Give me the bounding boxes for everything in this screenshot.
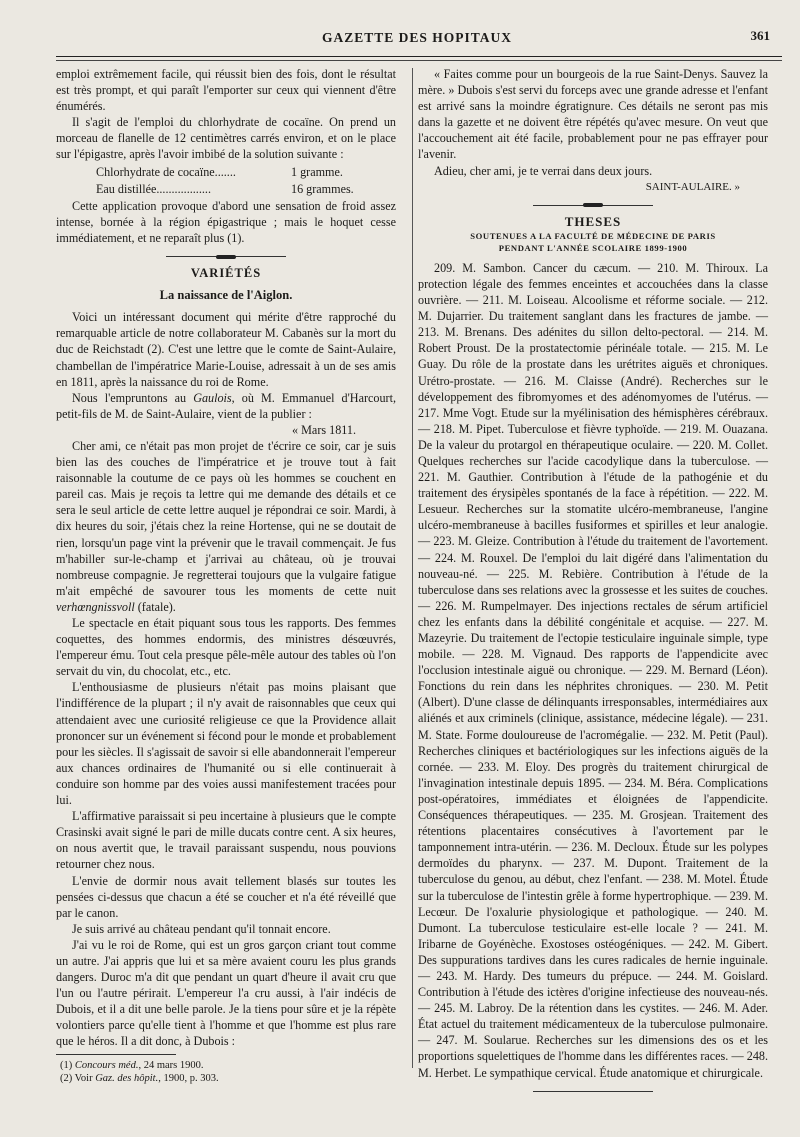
formula-quantity: 1 gramme.	[291, 164, 343, 179]
footnote-rule	[56, 1054, 176, 1055]
paragraph: Voici un intéressant document qui mérite d'être rapproché du remarquable article de notre collaborateur M. Cabanès sur la mort du duc de Reichstadt (2). C'est une lettre que le comte de Saint-Aulaire, chambellan de l'impératrice Marie-Louise, adressait à un de ses amis en 1811, après la naissance du roi de Rome.	[56, 310, 396, 389]
formula-ingredient: Eau distillée..................	[96, 181, 211, 196]
paragraph: Le spectacle en était piquant sous tous les rapports. Des femmes coquettes, des hommes endormis, des ministres désœuvrés, l'empereur ému. Tout cela presque pêle-mêle autour des tables où l'on servait du vin, du chocolat, etc., etc.	[56, 616, 396, 679]
end-rule	[533, 1091, 653, 1092]
column-divider	[412, 68, 413, 1068]
text-run: Cher ami, ce n'était pas mon projet de t'écrire ce soir, car je suis bien las des couches de l'impératrice et je trouve tout à fait raisonnable la coutume de ce pays où les hommes se couchent en pareil cas. Mais je reçois ta lettre qui me demande des détails et ce sera le seul article de cette lettre auquel je répondrai ce soir. Mardi, à dix heures du soir, j'étais chez la reine Hortense, qui ne se doutait de rien, lorsqu'un page vint la prévenir que le travail commençait. Je fus m'habiller sur-le-champ et j'arrivai au château, où je trouvai nombreuse compagnie. Je regretterai toujours que la vulgaire fatigue m'ait empêché de savourer tous les moments de cette nuit	[56, 438, 396, 598]
signature: SAINT-AULAIRE. »	[645, 180, 740, 193]
section-subheading: PENDANT L'ANNÉE SCOLAIRE 1899-1900	[498, 242, 688, 253]
paragraph: « Faites comme pour un bourgeois de la rue Saint-Denys. Sauvez la mère. » Dubois s'est servi du forceps avec une grande adresse et l'enfant est arrivé sans la moindre égratignure. Ces détails ne seront pas mis dans la gazette et ne doivent être répétés qu'avec mesure. On veut que l'accouchement ait été facile, probablement pour ne pas effrayer pour l'avenir.	[418, 67, 768, 162]
header-rule-thin	[56, 60, 782, 61]
paragraph: L'affirmative paraissait si peu incertaine à plusieurs que le compte Crasinski avait signé le pari de mille ducats contre cent. A six heures, on nous avertit que, le travail paraissant suspendu, nous pouvions retourner chez nous.	[56, 809, 396, 872]
page-header	[56, 28, 778, 50]
paragraph: Je suis arrivé au château pendant qu'il tonnait encore.	[72, 921, 331, 936]
section-heading: THESES	[564, 213, 622, 229]
letter-date: « Mars 1811.	[292, 422, 356, 437]
formula-ingredient: Chlorhydrate de cocaïne.......	[96, 164, 236, 179]
journal-title: GAZETTE DES HOPITAUX	[321, 30, 513, 45]
text-run: , où M. Emmanuel d'Harcourt, petit-fils de M. de Saint-Aulaire, vient de la publier :	[56, 390, 396, 421]
text-run: Nous l'empruntons au	[72, 390, 187, 405]
ornamental-divider	[56, 256, 396, 257]
newspaper-name: Gaulois	[193, 390, 232, 405]
footnote: (2) Voir Gaz. des hôpit., 1900, p. 303.	[60, 1072, 219, 1084]
paragraph: L'enthousiasme de plusieurs n'était pas moins plaisant que l'indifférence de la plupart ; il n'y avait de raisonnables que ceux qui attendaient avec une curiosité religieuse ce que la Providence allait prononcer sur un événement si fécond pour le monde et probablement pour les siècles. Il s'agissait de savoir si elle abandonnerait l'empereur aux chances ordinaires de l'humanité ou si elle continuerait à conduire son homme par des voies aussi manifestement tracées pour lui.	[56, 680, 396, 808]
theses-list: 209. M. Sambon. Cancer du cæcum. — 210. M. Thiroux. La protection légale des femmes enceintes et accouchées dans la classe ouvrière. — 211. M. Loiseau. Alcoolisme et réforme sociale. — 212. M. Dujarrier. Du traitement sanglant dans les fractures de jambe. — 213. M. Brenans. Des adénites du sillon delto-pectoral. — 214. M. Robert Proust. De la prostatectomie périnéale totale. — 215. M. Le Guay. Du rôle de la prostate dans les urétrites aiguës et chroniques. Urétro-prostate. — 216. M. Claisse (André). Recherches sur le développement des fibromyomes et des adénomyomes de l'utérus. — 217. Mme Vogt. Etude sur la myélinisation des hémisphères cérébraux. — 218. M. Pipet. Tuberculose et fièvre typhoïde. — 219. M. Ouazana. De la valeur du protargol en thérapeutique oculaire. — 220. M. Collet. Quelques recherches sur l'acide cacodylique dans la tuberculose. — 221. M. Gauthier. Contribution à l'étude de la pathogénie et du traitement des érysipèles spontanés de la face à répétition. — 222. M. Lesueur. Recherches sur la stomatite ulcéro-membraneuse, l'angine ulcéro-membraneuse à bacilles fusiformes et spirilles et leur analogie. — 223. M. Gleize. Contribution à l'étude du traitement de l'avortement. — 224. M. Rouxel. De l'emploi du lait digéré dans l'alimentation du nouveau-né. — 225. M. Rebière. Contribution à l'étude de la tuberculose dans ses relations avec la grossesse et les suites de couches. — 226. M. Rumpelmayer. Des injections rectales de sérum artificiel chez les enfants dans la débilité congénitale et acquise. — 227. M. Mazeyrie. Du traitement de l'ectopie testiculaire inguinale simple, type mobile. — 228. M. Vignaud. Des rapports de l'appendicite avec l'occlusion intestinale aiguë ou chronique. — 229. M. Bernard (Léon). Fonctions du rein dans les néphrites chroniques. — 230. M. Petit (Albert). D'une classe de délinquants irresponsables, intermédiaires aux aliénés et aux criminels (clinique, assistance, médecine légale). — 231. M. State. Forme douloureuse de l'acromégalie. — 232. M. Petit (Paul). Recherches cliniques et bactériologiques sur les infections aiguës de la cornée. — 233. M. Eloy. Des progrès du traitement chirurgical de l'invagination intestinale depuis 1895. — 234. M. Béra. Complications post-opératoires, immédiates et éloignées de l'appendicite. Conséquences thérapeutiques. — 235. M. Grosjean. Traitement des rétentions placentaires consécutives à l'avortement par le tamponnement intra-utérin. — 236. M. Decloux. Étude sur les polypes dermoïdes du pharynx. — 237. M. Dupont. Traitement de la tuberculose du genou, au début, chez l'enfant. — 238. M. Motel. Étude sur la tuberculose de l'intestin grêle à forme hypertrophique. — 239. M. Lecœur. De l'oxalurie physiologique et pathologique. — 240. M. Dumont. La tuberculose testiculaire est-elle locale ? — 241. M. Iribarne de Goyénèche. Exostoses ostéogéniques. — 242. M. Gibert. Des suppurations tardives dans les cures radicales de hernie inguinale. — 243. M. Hardy. Des tumeurs du prépuce. — 244. M. Goislard. Contribution à l'étude des ictères d'origine infectieuse des nouveau-nés. — 245. M. Labroy. De la rétention dans les cystites. — 246. M. Ader. État actuel du traitement médicamenteux de la tuberculose pulmonaire. — 247. M. Soularue. Recherches sur les dimensions des os et les proportions squelettiques de l'homme dans les différentes races. — 248. M. Herbet. Le sympathique cervical. Étude anatomique et chirurgicale.	[418, 260, 768, 1080]
left-column	[56, 66, 396, 1085]
paragraph: L'envie de dormir nous avait tellement blasés sur toutes les pensées ci-dessus que chacun a été se coucher et n'a été réveillé que par le canon.	[56, 873, 396, 920]
header-rule	[56, 56, 782, 57]
text-run: (fatale).	[134, 599, 176, 614]
paragraph: Il s'agit de l'emploi du chlorhydrate de cocaïne. On prend un morceau de flanelle de 12 centimètres carrés environ, et on le place sur l'épigastre, après l'avoir imbibé de la solution suivante :	[56, 115, 396, 162]
formula-quantity: 16 grammes.	[291, 181, 354, 196]
formula-row	[56, 181, 396, 197]
paragraph: J'ai vu le roi de Rome, qui est un gros garçon criant tout comme un autre. J'ai appris que lui et sa mère avaient couru les plus grands dangers. Duroc m'a dit que pendant un quart d'heure il avait cru que l'un ou l'autre périrait. L'empereur l'a cru aussi, à l'air indécis de Dubois, et il a dit une belle parole. Je la tiens pour sûre et je la répète volontiers parce qu'elle tient à l'homme et que l'homme est plus rare que le héros. Il a dit donc, à Dubois :	[56, 937, 396, 1049]
formula-row	[56, 164, 396, 180]
paragraph	[56, 438, 396, 615]
paragraph: Cette application provoque d'abord une sensation de froid assez intense, bornée à la région épigastrique ; mais le hoquet cesse immédiatement, et ne reparaît plus (1).	[56, 198, 396, 245]
paragraph	[56, 390, 396, 422]
paragraph: Adieu, cher ami, je te verrai dans deux jours.	[434, 163, 653, 178]
ornamental-divider	[418, 205, 768, 206]
article-title: La naissance de l'Aiglon.	[159, 288, 293, 303]
paragraph: emploi extrêmement facile, qui réussit bien des fois, dont le résultat est très prompt, et qui paraît l'emporter sur ceux qui viennent d'être énumérés.	[56, 67, 396, 114]
right-column	[418, 66, 768, 1092]
footnote: (1) Concours méd., 24 mars 1900.	[60, 1059, 204, 1071]
page-number: 361	[750, 28, 770, 43]
section-subheading: SOUTENUES A LA FACULTÉ DE MÉDECINE DE PARIS	[470, 230, 716, 241]
german-word: verhœngnissvoll	[56, 599, 135, 614]
section-heading: VARIÉTÉS	[190, 266, 262, 281]
